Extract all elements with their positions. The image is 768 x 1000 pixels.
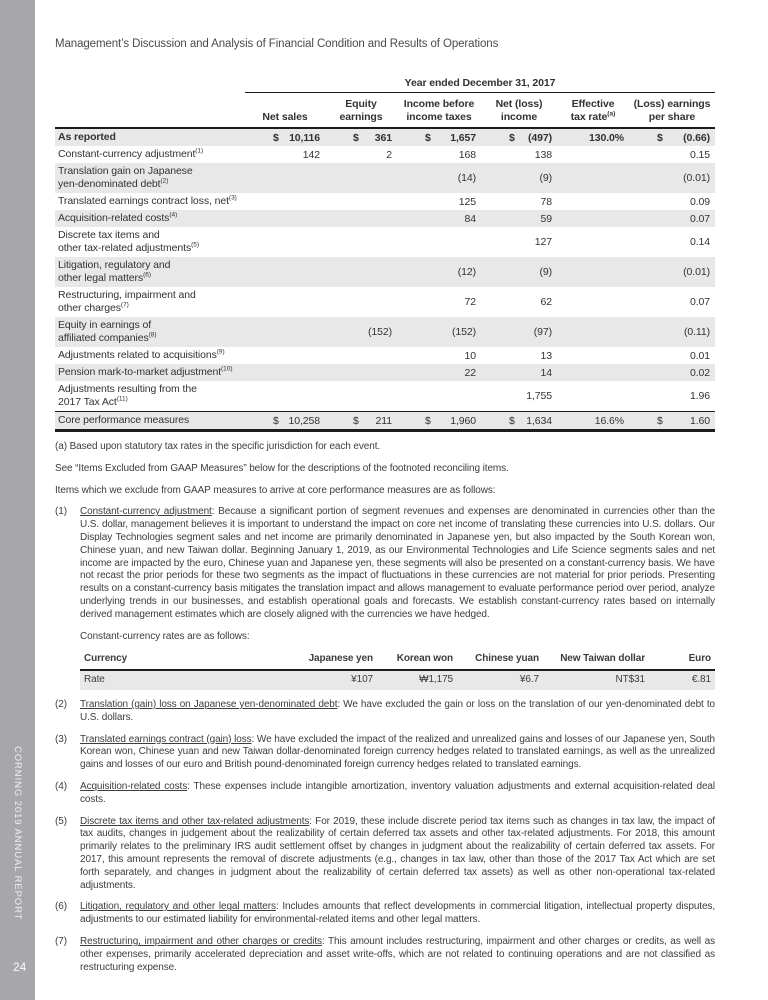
table-cell [245, 193, 325, 210]
currency-column-header: Japanese yen [308, 653, 373, 665]
currency-rate-value: €.81 [691, 674, 711, 686]
dollar-sign: $ [657, 131, 663, 144]
footnote-number: (4) [55, 780, 67, 792]
table-cell [557, 210, 629, 227]
table-cell [325, 129, 397, 146]
cell-value: (9) [539, 172, 552, 184]
table-cell [397, 210, 481, 227]
row-label [55, 287, 245, 317]
cell-value: 0.15 [689, 148, 710, 161]
column-header-line: earnings [339, 110, 383, 123]
table-cell [557, 347, 629, 364]
table-cell [245, 412, 325, 429]
table-column-headers [55, 93, 715, 129]
cell-value: 130.0% [588, 131, 624, 144]
table-cell [629, 412, 715, 429]
cell-value: 78 [540, 195, 552, 208]
cell-value: (9) [539, 266, 552, 278]
cell-value: 16.6% [594, 414, 624, 427]
column-header [481, 98, 557, 123]
column-header [397, 98, 481, 123]
table-cell [245, 264, 325, 281]
dollar-sign: $ [425, 131, 431, 144]
footnote-text: Constant-currency adjustment: Because a significant portion of segment revenues and expenses are denominated in currencies other than the U.S. dollar, management believes it is important to understand the impact on core net income of translating these currencies into U.S. dollars. Our Display Technologies segment sales and net income are primarily denominated in Japanese yen, but also impacted by the South Korean won, Chinese yuan, and new Taiwan dollar. Beginning January 1, 2019, as our Environmental Technologies and Life Science segments sales and net income are impacted by the euro, Chinese yuan and Japanese yen, these segments will also be presented on a constant-currency basis. We have not recast the prior periods for these two segments as the impact of fluctuations in these currencies are not material for prior periods. Presenting results on a constant-currency basis mitigates the translation impact and allows management to evaluate performance period over period, analyze underlying trends in our businesses, and establish operational goals and forecasts. We establish constant-currency rates based on internally derived management estimates which are closely aligned with the currencies we have hedged. [80, 506, 715, 620]
table-period-header [55, 77, 715, 93]
table-cell [557, 388, 629, 405]
table-cell [397, 294, 481, 311]
table-cell [397, 146, 481, 163]
row-label-line: Equity in earnings of [58, 319, 152, 331]
row-label-line: Translated earnings contract loss, net$^{(3)}$ [58, 194, 237, 207]
table-cell [397, 412, 481, 429]
table-cell [325, 347, 397, 364]
footnote-reference: (11) [116, 395, 128, 403]
table-cell [325, 170, 397, 187]
table-row [55, 193, 715, 210]
currency-rate-value: ¥107 [351, 674, 373, 686]
cell-value: (497) [527, 131, 552, 144]
column-header [325, 98, 397, 123]
footnote-text: Restructuring, impairment and other charges or credits: This amount includes restructuring, impairment and other charges or credits, as well as other expenses, primarily accelerated depreciation and asset write-offs, which are not related to continuing operations and are not classified as restructuring expense. [80, 935, 716, 973]
table-cell [557, 264, 629, 281]
column-header [245, 111, 325, 124]
row-label [55, 227, 245, 257]
column-header-line: Income before [403, 98, 475, 110]
table-cell [481, 210, 557, 227]
cell-value: 1.96 [689, 390, 710, 402]
table-cell [325, 388, 397, 405]
table-cell [397, 324, 481, 341]
table-cell [397, 129, 481, 146]
footnote-number: (6) [55, 901, 67, 913]
table-cell [481, 170, 557, 187]
cell-value: 125 [458, 195, 476, 208]
table-cell [245, 146, 325, 163]
currency-rates-table [80, 651, 715, 690]
table-cell [245, 347, 325, 364]
table-cell [481, 234, 557, 251]
row-label [55, 364, 245, 381]
table-body [55, 129, 715, 432]
footnote-number: (5) [55, 815, 67, 827]
table-cell [325, 412, 397, 429]
footnote-list-first [55, 506, 715, 621]
table-row [55, 146, 715, 163]
row-label-line: yen-denominated debt$^{(2)}$ [58, 177, 169, 190]
table-row [55, 364, 715, 381]
currency-table-header [80, 651, 715, 671]
cell-value: 72 [464, 296, 476, 308]
currency-rate-value: ¥6.7 [519, 674, 539, 686]
table-cell [481, 412, 557, 429]
cell-value: (97) [533, 326, 552, 338]
table-cell [481, 324, 557, 341]
footnote-number: (7) [55, 935, 67, 947]
cell-value: (0.01) [683, 172, 710, 184]
footnote-term: Acquisition-related costs [80, 780, 188, 792]
row-label-line: As reported [58, 131, 116, 143]
page-content [55, 0, 715, 974]
table-cell [325, 193, 397, 210]
table-cell [629, 347, 715, 364]
column-header-line: Effective [571, 98, 615, 110]
footnote-number: (3) [55, 733, 67, 745]
column-header-line: income [500, 110, 538, 123]
cell-value: 1,657 [450, 131, 476, 144]
dollar-sign: $ [657, 414, 663, 427]
table-cell [557, 294, 629, 311]
dollar-sign: $ [273, 414, 279, 427]
currency-rate-value: NT$31 [615, 674, 645, 686]
cell-value: 211 [375, 414, 392, 427]
row-label-line: Pension mark-to-market adjustment$^{(10)}$ [58, 365, 233, 378]
cell-value: (0.01) [683, 266, 710, 278]
table-cell [481, 129, 557, 146]
footnote-item [55, 734, 715, 772]
row-label-line: Core performance measures [58, 414, 190, 426]
table-cell [557, 324, 629, 341]
cell-value: 62 [540, 296, 552, 308]
table-cell [245, 234, 325, 251]
table-cell [325, 234, 397, 251]
row-label-line: Litigation, regulatory and [58, 259, 171, 271]
row-label-line: other legal matters$^{(6)}$ [58, 271, 152, 284]
cell-value: 142 [302, 148, 320, 161]
row-label-line: other charges$^{(7)}$ [58, 301, 129, 314]
footnote-reference: (4) [169, 211, 178, 219]
table-row [55, 227, 715, 257]
table-cell [245, 388, 325, 405]
see-items-note: See “Items Excluded from GAAP Measures” below for the descriptions of the footnoted reconciling items. [55, 462, 509, 474]
currency-column-header: Euro [688, 653, 711, 665]
table-cell [397, 347, 481, 364]
footnote-term: Constant-currency adjustment [80, 506, 212, 518]
table-cell [557, 193, 629, 210]
document-section-heading: Management’s Discussion and Analysis of Financial Condition and Results of Operations [55, 38, 499, 50]
column-header-line: per share [648, 110, 696, 123]
footnote-text: Litigation, regulatory and other legal matters: Includes amounts that reflect developments in commercial litigation, intellectual property disputes, adjustments to our estimated liability for environmental-related items and other legal matters. [80, 901, 715, 926]
row-label [55, 163, 245, 193]
report-spine-sidebar [0, 0, 35, 1000]
cell-value: 168 [458, 148, 476, 161]
table-cell [397, 234, 481, 251]
row-label-line: 2017 Tax Act$^{(11)}$ [58, 395, 128, 408]
cell-value: 1.60 [689, 414, 710, 427]
footnote-reference: (1) [195, 147, 204, 155]
table-cell [325, 210, 397, 227]
table-cell [557, 170, 629, 187]
cell-value: 1,634 [526, 414, 552, 427]
cell-value: 22 [464, 366, 476, 379]
footnote-term: Discrete tax items and other tax-related adjustments [80, 815, 310, 827]
table-cell [325, 264, 397, 281]
table-cell [245, 324, 325, 341]
table-cell [629, 170, 715, 187]
currency-rate-value: ₩1,175 [419, 674, 453, 686]
row-label [55, 257, 245, 287]
table-cell [629, 264, 715, 281]
table-cell [557, 234, 629, 251]
row-label [55, 210, 245, 227]
currency-column-header: Korean won [396, 653, 453, 665]
table-cell [557, 129, 629, 146]
row-label [55, 347, 245, 364]
table-cell [629, 234, 715, 251]
cell-value: 10,116 [289, 131, 320, 144]
footnote-text: Discrete tax items and other tax-related adjustments: For 2019, these include discrete period tax items such as changes in tax law, the impact of tax audits, changes in judgement about the realizability of certain deferred tax assets and other tax-related adjustments. For 2018, this amount primarily relates to the preliminary IRS audit settlement offset by changes in judgment about the realizability of certain deferred tax assets. For 2017, this amount represents the removal of discrete adjustments (e.g., changes in tax law, other than those of the 2017 Tax Act which are set forth separately, and changes in judgment about the realizability of certain deferred tax assets) as well as other non-operational tax-related adjustments. [80, 815, 715, 891]
footnote-item [55, 936, 715, 974]
cell-value: 138 [534, 148, 552, 161]
table-cell [325, 324, 397, 341]
footnote-list-rest [55, 699, 715, 974]
footnote-term: Translation (gain) loss on Japanese yen-denominated debt [80, 698, 338, 710]
footnote-term: Litigation, regulatory and other legal matters [80, 901, 276, 913]
table-cell [481, 146, 557, 163]
column-header-line: Equity [345, 98, 377, 110]
column-header-line: tax rate$^{(a)}$ [570, 110, 616, 123]
footnote-item [55, 901, 715, 927]
cell-value: 0.14 [689, 236, 710, 248]
cell-value: (152) [367, 326, 392, 338]
row-label-line: Constant-currency adjustment$^{(1)}$ [58, 147, 204, 160]
footnote-reference: (8) [148, 331, 157, 339]
table-cell [325, 146, 397, 163]
table-cell [629, 388, 715, 405]
table-cell [245, 210, 325, 227]
table-cell [481, 264, 557, 281]
column-header-line: (Loss) earnings [633, 98, 711, 110]
currency-row-label: Rate [84, 674, 105, 686]
cell-value: 0.07 [689, 296, 710, 308]
column-header-line: Net sales [262, 110, 308, 123]
column-header [629, 98, 715, 123]
row-label [55, 317, 245, 347]
dollar-sign: $ [353, 131, 359, 144]
footnote-term: Translated earnings contract (gain) loss [80, 733, 252, 745]
table-row [55, 129, 715, 146]
table-cell [245, 364, 325, 381]
table-cell [397, 264, 481, 281]
table-row [55, 347, 715, 364]
table-period-title: Year ended December 31, 2017 [245, 77, 715, 93]
cell-value: (14) [457, 172, 476, 184]
footnote-reference: (3) [228, 194, 237, 202]
row-label-line: affiliated companies$^{(8)}$ [58, 331, 157, 344]
cell-value: 127 [534, 236, 552, 248]
row-label [55, 129, 245, 146]
cell-value: 10,258 [288, 414, 320, 427]
table-cell [325, 294, 397, 311]
row-label-line: Translation gain on Japanese [58, 165, 193, 177]
row-label [55, 412, 245, 429]
spine-report-title: CORNING 2019 ANNUAL REPORT [12, 746, 23, 921]
cell-value: 2 [386, 148, 392, 161]
footnote-text: Translation (gain) loss on Japanese yen-denominated debt: We have excluded the gain or loss on the translation of our yen-denominated debt to U.S. dollars. [80, 698, 715, 723]
currency-column-header: New Taiwan dollar [560, 653, 645, 665]
cell-value: 361 [374, 131, 392, 144]
cell-value: 0.01 [689, 349, 710, 362]
cell-value: 0.07 [689, 212, 710, 225]
footnote-reference: (9) [216, 348, 225, 356]
row-label-line: Restructuring, impairment and [58, 289, 196, 301]
currency-column-header: Chinese yuan [475, 653, 539, 665]
table-row [55, 163, 715, 193]
footnotes [55, 441, 715, 974]
table-cell [557, 364, 629, 381]
row-label [55, 146, 245, 163]
footnote-number: (2) [55, 698, 67, 710]
row-label [55, 193, 245, 210]
footnotes-intro: Items which we exclude from GAAP measures to arrive at core performance measures are as follows: [55, 484, 496, 496]
dollar-sign: $ [509, 131, 515, 144]
table-cell [397, 193, 481, 210]
footnote-text: Acquisition-related costs: These expenses include intangible amortization, inventory valuation adjustments and external acquisition-related deal costs. [80, 780, 715, 805]
cell-value: (152) [451, 326, 476, 338]
cell-value: 0.09 [689, 195, 710, 208]
cell-value: 14 [540, 366, 552, 379]
dollar-sign: $ [509, 414, 515, 427]
row-label-line: Discrete tax items and [58, 229, 160, 241]
table-cell [629, 146, 715, 163]
cell-value: 84 [464, 212, 476, 225]
table-row [55, 317, 715, 347]
footnote-number: (1) [55, 506, 67, 518]
footnote-reference: (6) [143, 271, 152, 279]
table-cell [557, 146, 629, 163]
table-cell [481, 294, 557, 311]
footnote-reference: (5) [191, 241, 200, 249]
table-cell [245, 170, 325, 187]
cell-value: 59 [540, 212, 552, 225]
footnote-term: Restructuring, impairment and other charges or credits [80, 935, 322, 947]
currency-table-rate-row [80, 671, 715, 690]
table-row [55, 257, 715, 287]
cell-value: 13 [540, 349, 552, 362]
reconciliation-table [55, 77, 715, 432]
table-cell [629, 324, 715, 341]
table-row [55, 411, 715, 432]
cell-value: 1,960 [450, 414, 476, 427]
table-cell [397, 170, 481, 187]
row-label-line: Adjustments resulting from the [58, 383, 197, 395]
row-label-line: Adjustments related to acquisitions$^{(9)}$ [58, 348, 225, 361]
column-header-line: income taxes [406, 110, 472, 123]
table-cell [629, 364, 715, 381]
cell-value: 0.02 [689, 366, 710, 379]
table-cell [629, 193, 715, 210]
row-label [55, 381, 245, 411]
dollar-sign: $ [425, 414, 431, 427]
table-cell [629, 210, 715, 227]
table-cell [481, 364, 557, 381]
footnote-item [55, 699, 715, 725]
table-row [55, 287, 715, 317]
dollar-sign: $ [273, 131, 279, 144]
table-cell [245, 294, 325, 311]
column-header [557, 98, 629, 123]
table-cell [481, 388, 557, 405]
table-cell [629, 294, 715, 311]
cell-value: 10 [464, 349, 476, 362]
footnote-reference: (7) [120, 301, 129, 309]
footnote-text: Translated earnings contract (gain) loss: We have excluded the impact of the realized and unrealized gains and losses of our Japanese yen, South Korean won, Chinese yuan and new Taiwan dollar-denominated foreign currency hedges related to translated earnings, as well as the unrealized gains and losses of our euro and British pound-denominated foreign currency hedges related to translated earnings. [80, 733, 715, 771]
footnote-reference: (2) [160, 177, 169, 185]
footnote-item [55, 781, 715, 807]
table-cell [481, 347, 557, 364]
cell-value: (0.66) [683, 131, 710, 144]
table-cell [397, 364, 481, 381]
footnote-reference: (10) [221, 365, 233, 373]
cell-value: (0.11) [683, 326, 710, 338]
currency-rates-caption: Constant-currency rates are as follows: [80, 630, 250, 642]
table-row [55, 381, 715, 411]
page-number: 24 [13, 960, 27, 974]
table-cell [397, 388, 481, 405]
footnote-item [55, 816, 715, 893]
cell-value: (12) [457, 266, 476, 278]
dollar-sign: $ [353, 414, 359, 427]
row-label-line: other tax-related adjustments$^{(5)}$ [58, 241, 200, 254]
table-row [55, 210, 715, 227]
currency-column-header: Currency [84, 653, 128, 665]
table-cell [325, 364, 397, 381]
table-cell [245, 129, 325, 146]
table-cell [629, 129, 715, 146]
footnote-reference: (a) [607, 110, 616, 117]
footnote-a: (a) Based upon statutory tax rates in the specific jurisdiction for each event. [55, 441, 381, 452]
table-cell [557, 412, 629, 429]
row-label-line: Acquisition-related costs$^{(4)}$ [58, 211, 178, 224]
footnote-item [55, 506, 715, 621]
table-cell [481, 193, 557, 210]
column-header-line: Net (loss) [495, 98, 543, 110]
cell-value: 1,755 [526, 390, 552, 402]
